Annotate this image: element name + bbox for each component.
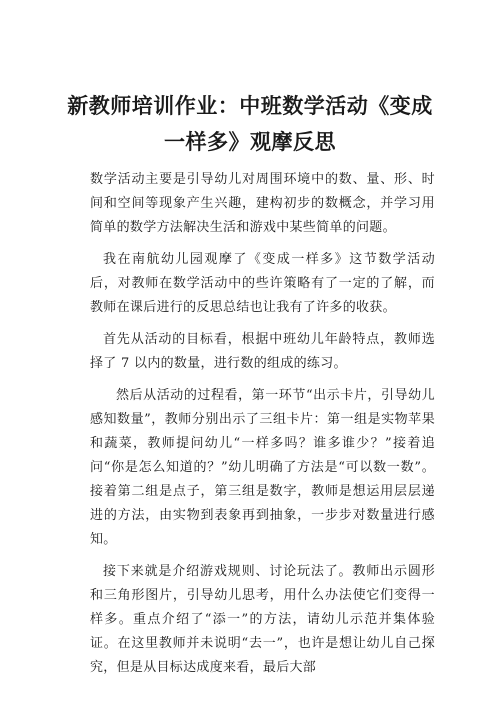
document-body xyxy=(90,168,435,688)
paragraph-3: 首先从活动的目标看，根据中班幼儿年龄特点，教师选择了 7 以内的数量，进行数的组成的练习。 xyxy=(90,332,435,371)
paragraph-4: 然后从活动的过程看，第一环节“出示卡片，引导幼儿感知数量”，教师分别出示了三组卡片：第一组是实物苹果和蔬菜，教师提问幼儿“一样多吗？谁多谁少？”接着追问“你是怎么知道的？”幼儿明确了方法是“可以数一数”。接着第二组是点子，第三组是数字，教师是想运用层层递进的方法，由实物到表象再到抽象，一步步对数量进行感知。 xyxy=(90,388,435,547)
document-title: 新教师培训作业：中班数学活动《变成一样多》观摩反思 xyxy=(67,93,433,154)
paragraph-1: 数学活动主要是引导幼儿对周围环境中的数、量、形、时间和空间等现象产生兴趣，建构初步的数概念，并学习用简单的数学方法解决生活和游戏中某些简单的问题。 xyxy=(90,172,435,235)
paragraph-2: 我在南航幼儿园观摩了《变成一样多》这节数学活动后，对教师在数学活动中的些许策略有了一定的了解，而教师在课后进行的反思总结也让我有了许多的收获。 xyxy=(90,252,435,315)
paragraph-5: 接下来就是介绍游戏规则、讨论玩法了。教师出示圆形和三角形图片，引导幼儿思考，用什么办法使它们变得一样多。重点介绍了“添一”的方法，请幼儿示范并集体验证。在这里教师并未说明“去一”，也许是想让幼儿自己探究，但是从目标达成度来看，最后大部 xyxy=(90,564,435,675)
